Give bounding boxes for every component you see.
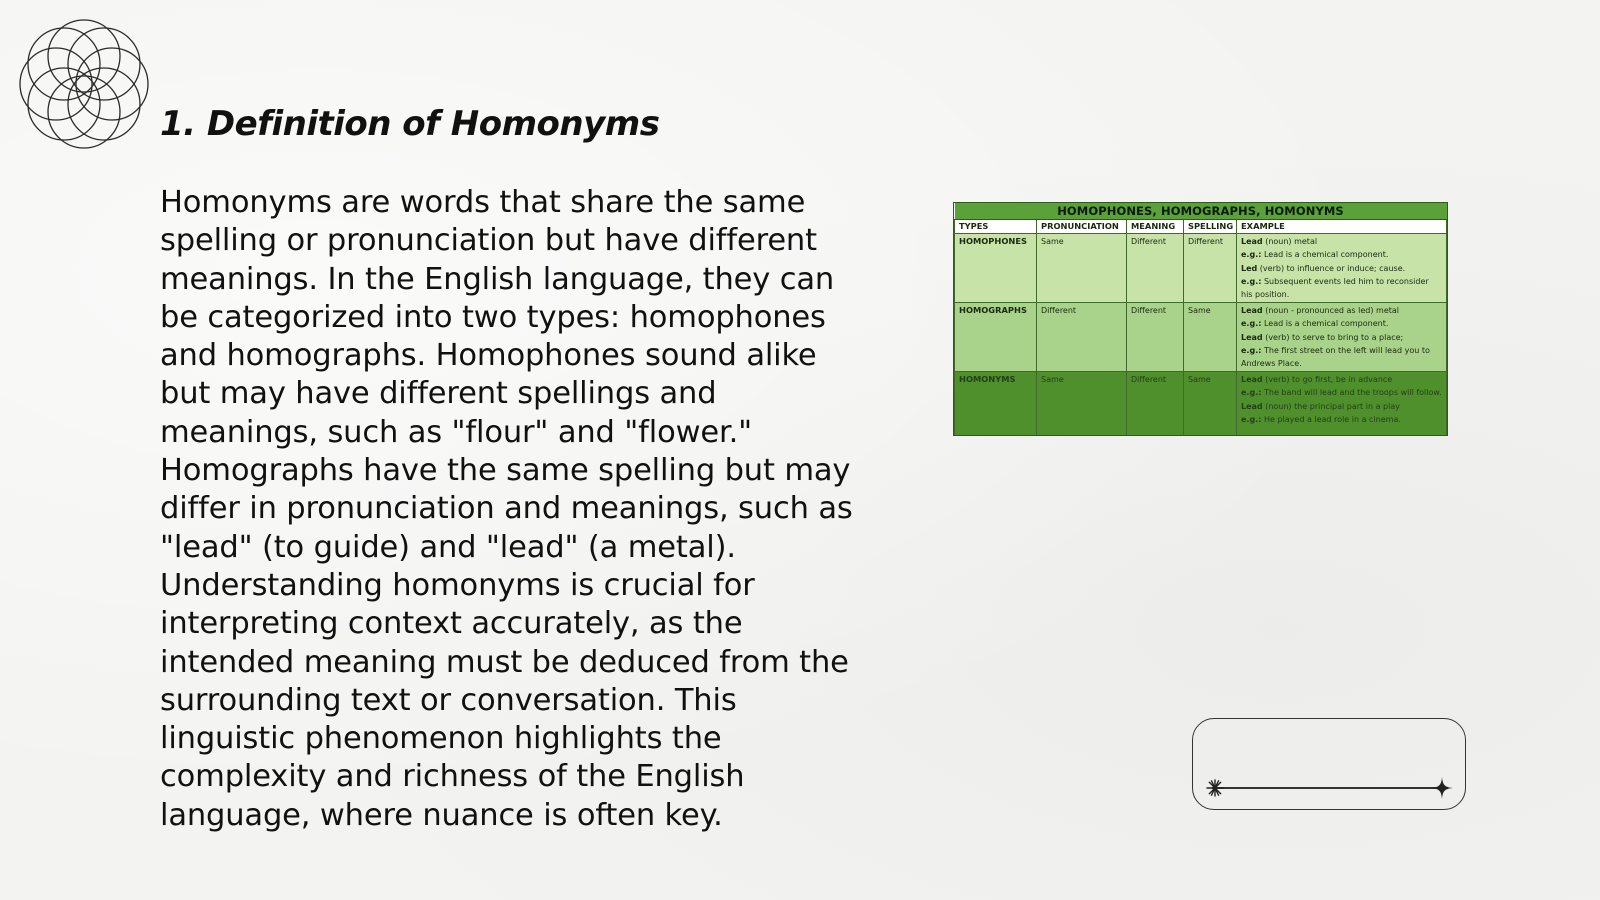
table-cell-example: [1237, 234, 1447, 303]
example-line: [1241, 235, 1442, 248]
example-line-label: e.g.:: [1241, 414, 1262, 424]
example-line-text: (verb) to serve to bring to a place;: [1262, 332, 1404, 342]
example-line-text: The first street on the left will lead you to Andrews Place.: [1241, 345, 1430, 369]
table-cell-spelling: Same: [1184, 372, 1237, 436]
table-header-cell: EXAMPLE: [1237, 220, 1447, 234]
example-line-label: Lead: [1241, 306, 1263, 316]
example-line-label: Lead: [1241, 332, 1263, 342]
example-line: [1241, 331, 1442, 344]
example-line-text: (noun) metal: [1262, 237, 1318, 247]
example-line-text: (verb) to influence or induce; cause.: [1257, 263, 1406, 273]
example-line: [1241, 262, 1442, 275]
example-line: [1241, 373, 1442, 386]
asterisk-star-icon: [1206, 779, 1224, 797]
table-cell-spelling: Different: [1184, 234, 1237, 303]
example-line: [1241, 400, 1442, 413]
table-cell-pronunciation: Same: [1037, 234, 1127, 303]
example-line: [1241, 386, 1442, 399]
decorative-rounded-box: [1192, 718, 1466, 810]
decorative-line: [1212, 787, 1448, 789]
example-line-label: e.g.:: [1241, 388, 1262, 398]
example-line-text: He played a lead role in a cinema.: [1261, 414, 1401, 424]
example-line-text: (noun) the principal part in a play: [1262, 401, 1400, 411]
example-line-label: Lead: [1241, 237, 1263, 247]
table-cell-example: [1237, 372, 1447, 436]
table-cell-pronunciation: Different: [1037, 303, 1127, 372]
example-line-label: e.g.:: [1241, 250, 1262, 260]
table-header-row: [955, 220, 1447, 234]
table-cell-type: HOMOGRAPHS: [955, 303, 1037, 372]
example-line-text: Lead is a chemical component.: [1261, 250, 1389, 260]
example-line-text: Subsequent events led him to reconsider his position.: [1241, 276, 1429, 300]
example-line: [1241, 275, 1442, 301]
example-line: [1241, 304, 1442, 317]
example-line-label: Lead: [1241, 375, 1263, 385]
table-header-cell: TYPES: [955, 220, 1037, 234]
table-cell-type: HOMONYMS: [955, 372, 1037, 436]
slide-body-text: Homonyms are words that share the same spelling or pronunciation but have different meanings. In the English language, they can be categorized into two types: homophones and homographs. Homophones sound alike but may have different spellings and meanings, such as "flour" and "flower." Homographs have the same spelling but may differ in pronunciation and meanings, such as "lead" (to guide) and "lead" (a metal). Understanding homonyms is crucial for interpreting context accurately, as the intended meaning must be deduced from the surrounding text or conversation. This linguistic phenomenon highlights the complexity and richness of the English language, where nuance is often key.: [160, 185, 853, 833]
table-header-cell: MEANING: [1127, 220, 1184, 234]
example-line: [1241, 317, 1442, 330]
table-cell-meaning: Different: [1127, 372, 1184, 436]
example-line-label: e.g.:: [1241, 276, 1262, 286]
example-line-text: The band will lead and the troops will follow.: [1261, 388, 1442, 398]
four-point-sparkle-icon: [1430, 776, 1454, 800]
example-line-text: Lead is a chemical component.: [1261, 319, 1389, 329]
table-caption: HOMOPHONES, HOMOGRAPHS, HOMONYMS: [955, 203, 1447, 220]
example-line: [1241, 248, 1442, 261]
slide-title: 1. Definition of Homonyms: [160, 104, 660, 144]
homonyms-table-figure: [953, 202, 1448, 436]
example-line-label: Lead: [1241, 401, 1263, 411]
table-row: [955, 303, 1447, 372]
table-cell-spelling: Same: [1184, 303, 1237, 372]
table-row: [955, 234, 1447, 303]
example-line-text: (verb) to go first, be in advance: [1262, 375, 1393, 385]
table-row: [955, 372, 1447, 436]
example-line-label: e.g.:: [1241, 319, 1262, 329]
example-line: [1241, 344, 1442, 370]
table-cell-example: [1237, 303, 1447, 372]
table-cell-meaning: Different: [1127, 303, 1184, 372]
table-cell-meaning: Different: [1127, 234, 1184, 303]
example-line-label: e.g.:: [1241, 345, 1262, 355]
example-line: [1241, 413, 1442, 426]
table-header-cell: PRONUNCIATION: [1037, 220, 1127, 234]
example-line-label: Led: [1241, 263, 1258, 273]
interlaced-circles-logo-icon: [10, 10, 158, 158]
table-cell-type: HOMOPHONES: [955, 234, 1037, 303]
example-line-text: (noun - pronounced as led) metal: [1262, 306, 1400, 316]
table-header-cell: SPELLING: [1184, 220, 1237, 234]
table-cell-pronunciation: Same: [1037, 372, 1127, 436]
